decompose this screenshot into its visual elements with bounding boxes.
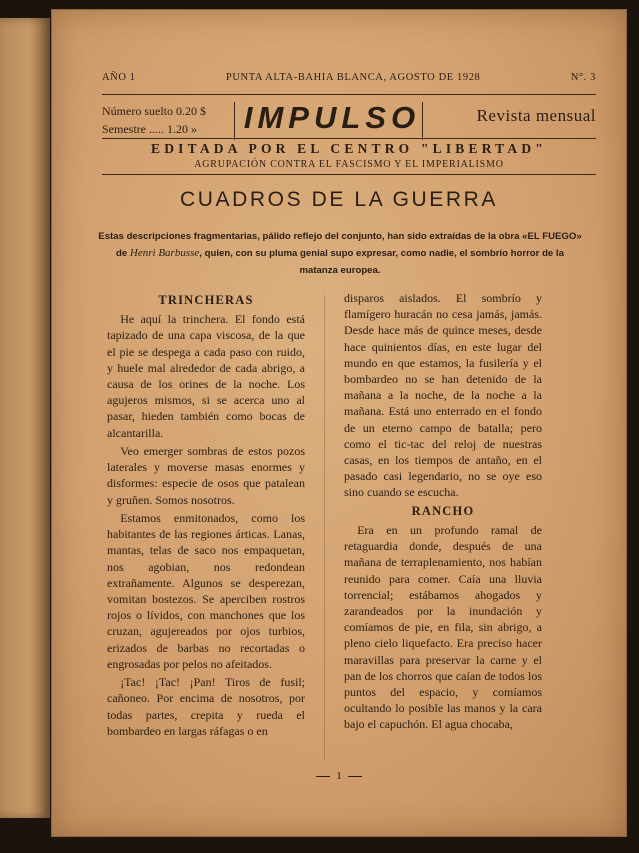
page-number: 1	[336, 770, 342, 782]
paragraph: He aquí la trinchera. El fondo está tapizado de una capa viscosa, de la que el pie se despega a cada paso con ruido, y huele mal alrededor de cada abrigo, a causa de los orines de la noche. Los agujeros mismos, si se acerca uno al pasar, hieden también como bocas de alcantarilla.	[107, 312, 305, 440]
article-headline: CUADROS DE LA GUERRA	[179, 188, 499, 211]
magazine-page	[52, 10, 626, 836]
article-intro	[98, 228, 582, 279]
price-semester: Semestre ..... 1.20 »	[102, 122, 197, 136]
paragraph-continued: disparos aislados. El sombrío y flamígero huracán no cesa jamás, jamás. Desde hace más de quince meses, desde hace quinientos días, en este lugar del mundo en que estamos, la fusilería y el bombardeo no se han detenido de la mañana a la noche, de la noche a la mañana. Está uno enterrado en el fondo de un eterno campo de batalla; pero como el tic-tac del reloj de nuestras casas, en los tiempos de antaño, en el pasado casi legendario, no se oye eso sino cuando se escucha.	[344, 291, 542, 500]
header-meta	[102, 72, 596, 83]
column-divider	[324, 295, 325, 760]
price-box	[102, 102, 206, 138]
masthead-divider-right	[422, 102, 423, 140]
issue-number: N°. 3	[570, 72, 596, 83]
paragraph: Estamos enmitonados, como los habitantes de las regiones árticas. Lanas, mantas, telas de saco nos empaquetan, nos agobian, nos redondean extrañamente. Algunos se desperezan, vomitan bostezos. Se aperciben rostros rojos o lívidos, con manchones que los cruzan, agujereados por ojos turbios, erizados de barbas no recortadas o engrosadas por pelos no afeitados.	[107, 510, 305, 671]
magazine-subtitle: Revista mensual	[476, 106, 596, 125]
publisher-subline: AGRUPACIÓN CONTRA EL FASCISMO Y EL IMPERIALISMO	[194, 159, 504, 170]
intro-author: Henri Barbusse	[129, 247, 200, 259]
page-footer	[52, 770, 626, 782]
publisher-rule	[102, 174, 596, 175]
masthead	[102, 102, 596, 140]
footer-dash-left	[316, 776, 330, 777]
column-left	[107, 290, 305, 741]
paragraph: Veo emerger sombras de estos pozos laterales y moverse masas enormes y disformes: especie de osos que patalean y gruñen. Somos nosotros.	[107, 443, 305, 507]
masthead-divider-left	[234, 102, 235, 140]
issue-place-date: PUNTA ALTA-BAHIA BLANCA, AGOSTO DE 1928	[225, 72, 481, 83]
section-title-trincheras: TRINCHERAS	[158, 293, 254, 307]
header-rule-bottom	[102, 138, 596, 139]
intro-text-a: Estas descripciones fragmentarias, pálido reflejo del conjunto, han sido extraídas de la obra «EL FUEGO» de	[98, 231, 582, 259]
intro-text-b: , quien, con su pluma genial supo expresar, como nadie, el sombrío horror de la matanza europea.	[199, 248, 564, 276]
footer-dash-right	[348, 776, 362, 777]
price-single: Número suelto 0.20 $	[102, 104, 206, 118]
issue-year: AÑO 1	[102, 72, 136, 83]
column-right	[344, 290, 542, 735]
previous-page-edge	[0, 18, 50, 818]
magazine-title: IMPULSO	[243, 100, 421, 135]
paragraph: ¡Tac! ¡Tac! ¡Pan! Tiros de fusil; cañoneo. Por encima de nosotros, por todas partes, crepita y rueda el bombardeo en largas ráfagas o en	[107, 675, 305, 738]
header-rule-top	[102, 94, 596, 95]
section-title-rancho: RANCHO	[411, 503, 475, 518]
paragraph: Era en un profundo ramal de retaguardia donde, después de una mañana de terraplenamiento, nos habían reunido para comer. Caía una lluvia torrencial; estábamos ahogados y zarandeados por la inundación y comíamos de pie, en fila, sin abrigo, a pleno cielo liquefacto. Era preciso hacer maravillas para preservar la carne y el pan de los chorros que caían de todos los puntos del espacio, y comíamos ocultando lo posible las manos y la cara bajo el capuchón. El agua chocaba,	[344, 523, 542, 732]
publisher-line: EDITADA POR EL CENTRO "LIBERTAD"	[151, 141, 547, 156]
